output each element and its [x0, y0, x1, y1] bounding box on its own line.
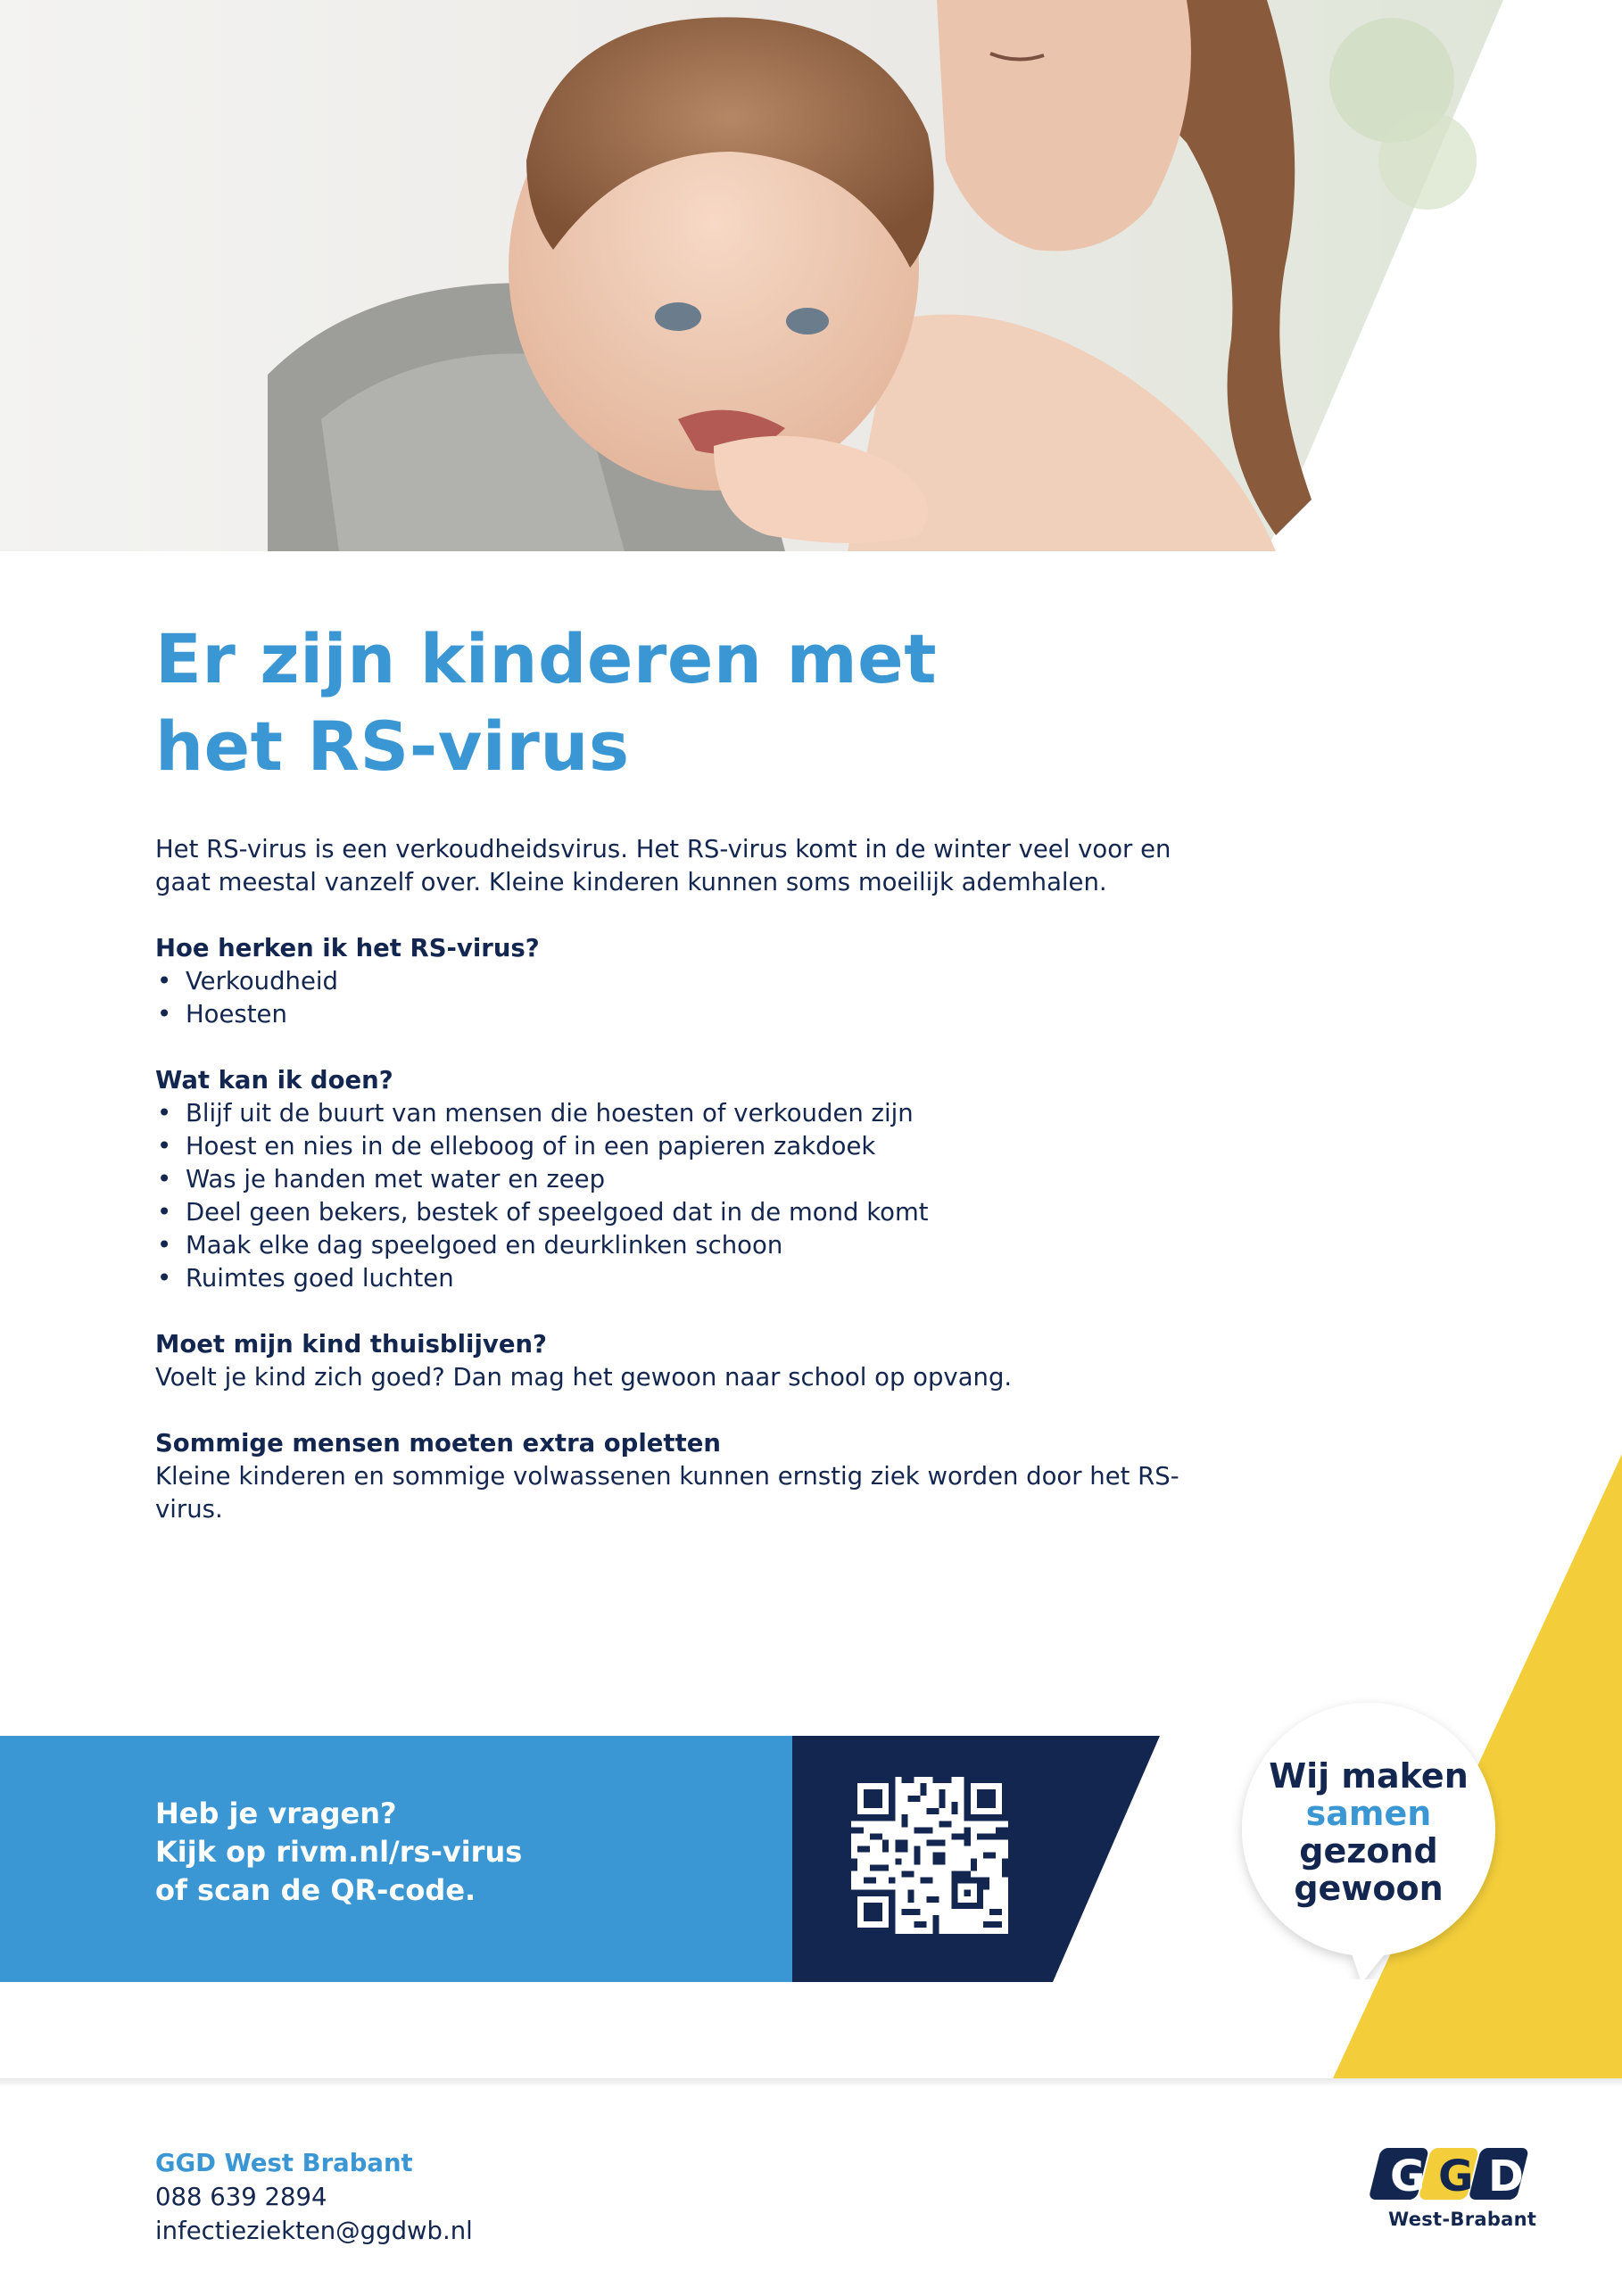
logo-region: West-Brabant — [1388, 2209, 1537, 2230]
caution-line-1: Kleine kinderen en sommige volwassenen kunnen ernstig ziek worden door het RS- — [155, 1462, 1179, 1491]
symptom-list — [155, 965, 1244, 1031]
email-link[interactable]: infectieziekten@ggdwb.nl — [155, 2217, 473, 2245]
section-heading: Hoe herken ik het RS-virus? — [155, 934, 540, 962]
logo-letter-g: G G D — [1390, 2151, 1524, 2201]
section-caution — [155, 1427, 1244, 1526]
section-heading: Moet mijn kind thuisblijven? — [155, 1330, 548, 1359]
slogan-line-2: samen — [1305, 1794, 1432, 1833]
phone-number[interactable]: 088 639 2894 — [155, 2183, 327, 2211]
section-recognize — [155, 932, 1244, 1031]
slogan-line-1: Wij maken — [1269, 1756, 1469, 1796]
section-actions — [155, 1064, 1244, 1295]
list-item: • Maak elke dag speelgoed en deurklinken schoon — [155, 1229, 1244, 1262]
list-item: • Blijf uit de buurt van mensen die hoesten of verkouden zijn — [155, 1097, 1244, 1130]
section-heading: Wat kan ik doen? — [155, 1066, 393, 1094]
action-list — [155, 1097, 1244, 1295]
title-line-1: Er zijn kinderen met — [155, 619, 938, 698]
banner-text — [155, 1795, 522, 1910]
section-text — [155, 1460, 1244, 1526]
section-heading: Sommige mensen moeten extra opletten — [155, 1429, 721, 1458]
banner-line-1: Heb je vragen? — [155, 1796, 397, 1830]
list-item: • Deel geen bekers, bestek of speelgoed dat in de mond komt — [155, 1196, 1244, 1229]
intro-paragraph — [155, 833, 1244, 899]
page-title — [155, 615, 1244, 790]
banner-line-3: of scan de QR-code. — [155, 1873, 476, 1907]
qr-code[interactable] — [851, 1777, 1008, 1934]
list-item: • Verkoudheid — [155, 965, 1244, 998]
list-item: • Ruimtes goed luchten — [155, 1262, 1244, 1295]
caution-line-2: virus. — [155, 1495, 223, 1524]
list-item: • Was je handen met water en zeep — [155, 1163, 1244, 1196]
slogan-text — [1228, 1757, 1510, 1907]
section-stay-home — [155, 1328, 1244, 1394]
banner-line-2[interactable]: Kijk op rivm.nl/rs-virus — [155, 1835, 523, 1869]
slogan-line-3: gezond — [1299, 1831, 1438, 1871]
intro-line-1: Het RS-virus is een verkoudheidsvirus. Het RS-virus komt in de winter veel voor en — [155, 835, 1171, 863]
intro-line-2: gaat meestal vanzelf over. Kleine kinderen kunnen soms moeilijk ademhalen. — [155, 868, 1107, 896]
org-name: GGD West Brabant — [155, 2149, 413, 2177]
footer-contact — [155, 2146, 473, 2248]
section-text: Voelt je kind zich goed? Dan mag het gewoon naar school op opvang. — [155, 1363, 1013, 1392]
title-line-2: het RS-virus — [155, 706, 630, 786]
main-content — [155, 615, 1244, 1526]
footer-divider — [0, 2078, 1622, 2087]
list-item: • Hoest en nies in de elleboog of in een papieren zakdoek — [155, 1130, 1244, 1163]
slogan-line-4: gewoon — [1294, 1869, 1444, 1908]
list-item: • Hoesten — [155, 998, 1244, 1031]
